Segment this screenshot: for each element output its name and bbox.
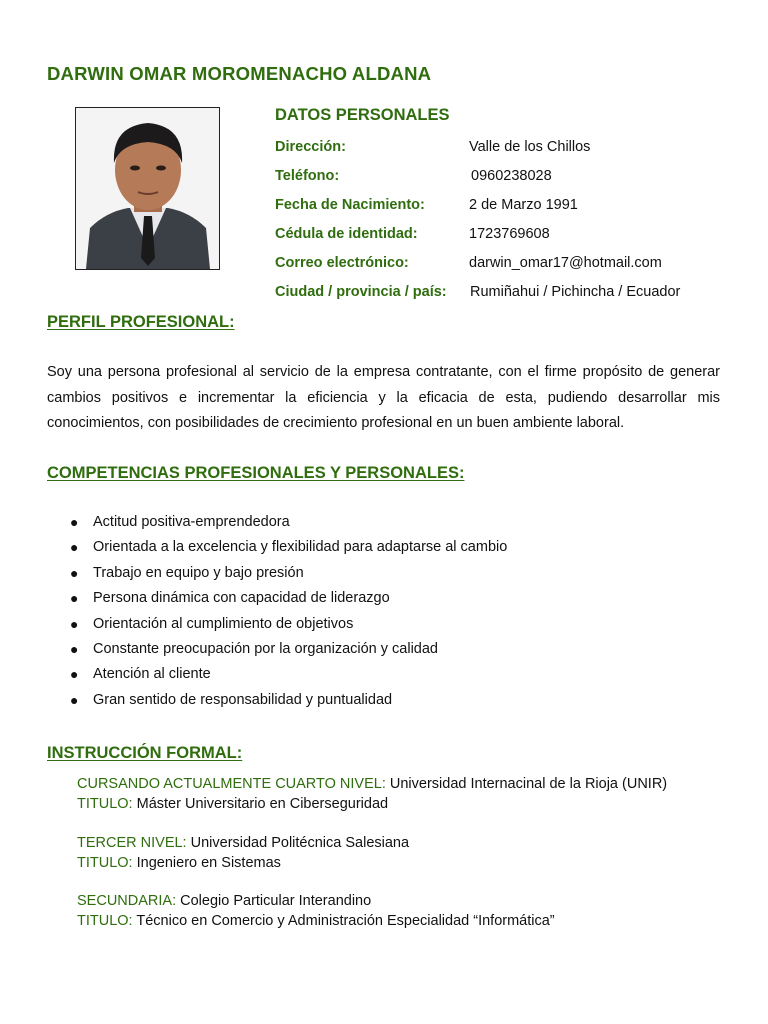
education-title-secundaria bbox=[77, 913, 555, 929]
bullet-dot-icon: ● bbox=[70, 640, 79, 657]
datos-personales-title: DATOS PERSONALES bbox=[275, 106, 450, 124]
list-item bbox=[70, 588, 507, 613]
education-entry-cuarto-nivel bbox=[77, 776, 667, 792]
bullet-dot-icon: ● bbox=[70, 691, 79, 708]
education-title-label: TITULO: bbox=[77, 855, 133, 871]
cedula-value: 1723769608 bbox=[469, 226, 550, 242]
competencia-text: Trabajo en equipo y bajo presión bbox=[93, 564, 304, 581]
perfil-title: PERFIL PROFESIONAL: bbox=[47, 313, 235, 331]
bullet-dot-icon: ● bbox=[70, 514, 79, 530]
bullet-dot-icon: ● bbox=[70, 539, 79, 556]
list-item bbox=[70, 690, 507, 715]
list-item bbox=[70, 639, 507, 664]
list-item bbox=[70, 614, 507, 639]
perfil-text: Soy una persona profesional al servicio de la empresa contratante, con el firme propósito de generar cambios positivos e incrementar la eficiencia y la eficacia de esta, pudiendo desarrollar mis conocimientos, con posibilidades de crecimiento profesional en un buen ambiente laboral. bbox=[47, 364, 720, 431]
competencias-title: COMPETENCIAS PROFESIONALES Y PERSONALES: bbox=[47, 464, 465, 482]
cedula-label: Cédula de identidad: bbox=[275, 226, 418, 242]
education-institution: Universidad Politécnica Salesiana bbox=[190, 835, 410, 851]
fecha-nacimiento-value: 2 de Marzo 1991 bbox=[469, 197, 578, 213]
education-title-cuarto-nivel bbox=[77, 796, 388, 812]
competencia-text: Orientación al cumplimiento de objetivos bbox=[93, 615, 354, 632]
bullet-dot-icon: ● bbox=[70, 666, 79, 683]
education-title-value: Máster Universitario en Ciberseguridad bbox=[136, 796, 389, 812]
education-level-label: SECUNDARIA: bbox=[77, 893, 177, 909]
direccion-label: Dirección: bbox=[275, 139, 346, 155]
education-level-label: TERCER NIVEL: bbox=[77, 835, 187, 851]
list-item bbox=[70, 512, 507, 537]
resume-name: DARWIN OMAR MOROMENACHO ALDANA bbox=[47, 63, 432, 84]
education-institution: Colegio Particular Interandino bbox=[180, 893, 372, 909]
direccion-value: Valle de los Chillos bbox=[469, 139, 591, 155]
education-entry-tercer-nivel bbox=[77, 835, 409, 851]
competencia-text: Gran sentido de responsabilidad y puntualidad bbox=[93, 691, 393, 708]
education-title-value: Técnico en Comercio y Administración Especialidad “Informática” bbox=[136, 913, 555, 929]
education-institution: Universidad Internacinal de la Rioja (UNIR) bbox=[389, 776, 668, 792]
ciudad-value: Rumiñahui / Pichincha / Ecuador bbox=[470, 284, 681, 300]
competencia-text: Orientada a la excelencia y flexibilidad para adaptarse al cambio bbox=[93, 539, 508, 556]
list-item bbox=[70, 664, 507, 689]
education-entry-secundaria bbox=[77, 893, 371, 909]
competencia-text: Actitud positiva-emprendedora bbox=[93, 514, 290, 530]
list-item bbox=[70, 563, 507, 588]
competencias-list bbox=[70, 512, 507, 715]
competencia-text: Constante preocupación por la organización y calidad bbox=[93, 640, 438, 657]
list-item bbox=[70, 537, 507, 562]
education-title-label: TITULO: bbox=[77, 913, 133, 929]
profile-photo-illustration bbox=[76, 108, 219, 269]
competencia-text: Persona dinámica con capacidad de liderazgo bbox=[93, 590, 390, 607]
bullet-dot-icon: ● bbox=[70, 615, 79, 632]
education-level-label: CURSANDO ACTUALMENTE CUARTO NIVEL: bbox=[77, 776, 386, 792]
profile-photo bbox=[75, 107, 220, 270]
bullet-dot-icon: ● bbox=[70, 590, 79, 607]
telefono-label: Teléfono: bbox=[275, 168, 340, 184]
ciudad-label: Ciudad / provincia / país: bbox=[275, 284, 447, 300]
education-title-label: TITULO: bbox=[77, 796, 133, 812]
instruccion-title: INSTRUCCIÓN FORMAL: bbox=[47, 744, 243, 762]
bullet-dot-icon: ● bbox=[70, 564, 79, 581]
competencia-text: Atención al cliente bbox=[93, 666, 211, 683]
education-title-tercer-nivel bbox=[77, 855, 281, 871]
correo-label: Correo electrónico: bbox=[275, 255, 409, 271]
telefono-value: 0960238028 bbox=[471, 168, 552, 184]
fecha-nacimiento-label: Fecha de Nacimiento: bbox=[275, 197, 425, 213]
correo-value: darwin_omar17@hotmail.com bbox=[469, 255, 662, 271]
education-title-value: Ingeniero en Sistemas bbox=[136, 855, 281, 871]
